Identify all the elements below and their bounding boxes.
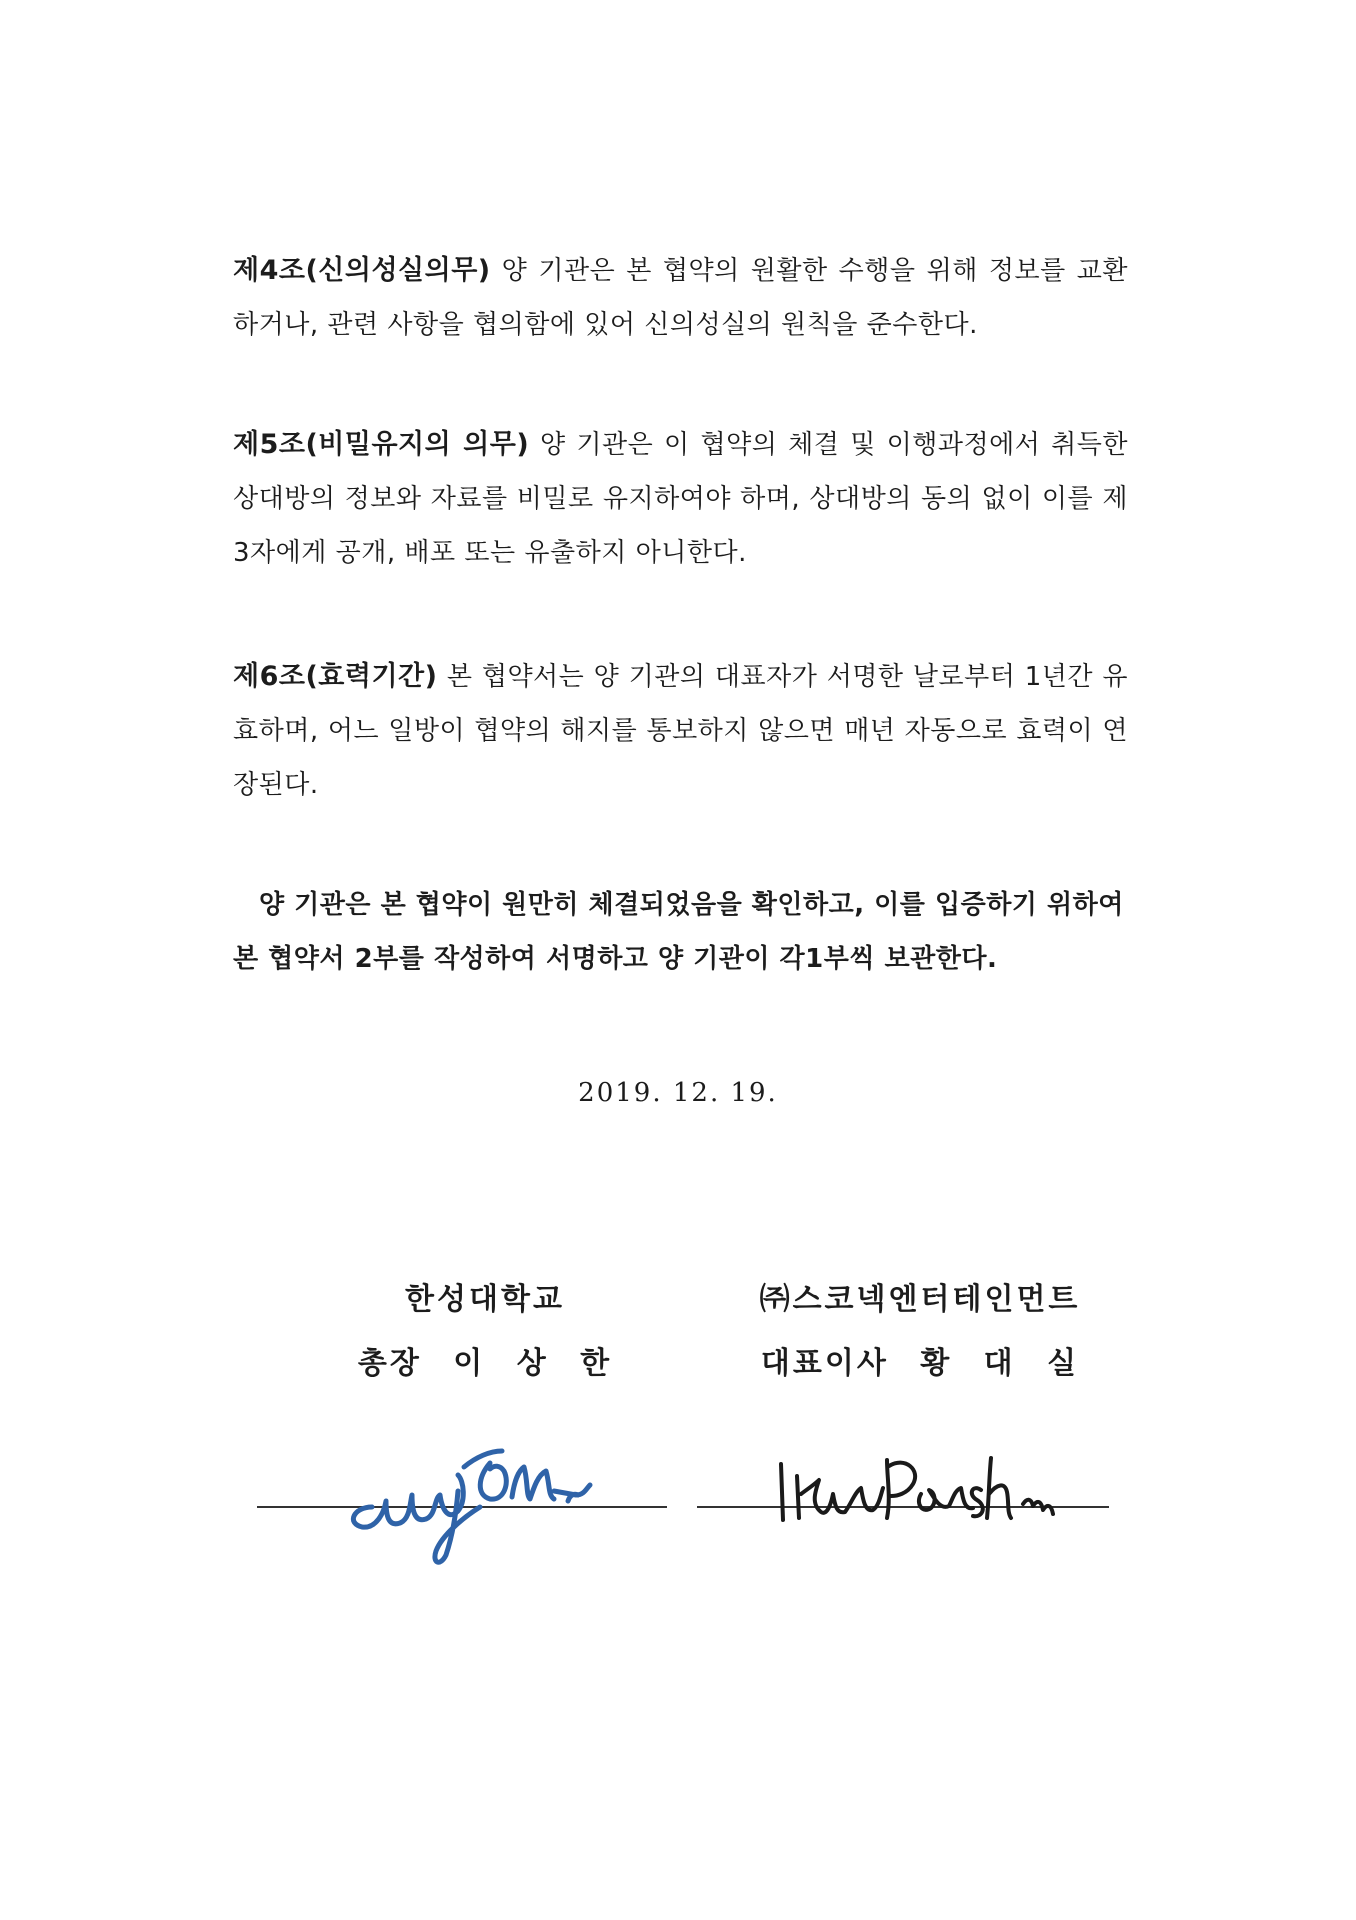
closing-statement (233, 878, 1128, 986)
signature-left-handwritten (340, 1395, 610, 1570)
article-4-title: 제4조(신의성실의무) (233, 255, 491, 286)
closing-line-2: 본 협약서 2부를 작성하여 서명하고 양 기관이 각1부씩 보관한다. (233, 944, 998, 974)
signature-right-handwritten (775, 1418, 1075, 1533)
signatory-right-organization: ㈜스코넥엔터테인먼트 (759, 1282, 1081, 1317)
article-5-body: 양 기관은 이 협약의 체결 및 이행과정에서 취득한 상대방의 정보와 자료를 비밀로 유지하여야 하며, 상대방의 동의 없이 이를 제3자에게 공개, 배포 또는 유출하지 아니한다. (233, 430, 1128, 568)
article-5 (233, 418, 1128, 580)
article-4 (233, 244, 1128, 352)
signatory-left (330, 1268, 640, 1396)
signatory-left-title: 총장 이 상 한 (357, 1346, 613, 1381)
article-6-body: 본 협약서는 양 기관의 대표자가 서명한 날로부터 1년간 유효하며, 어느 일방이 협약의 해지를 통보하지 않으면 매년 자동으로 효력이 연장된다. (233, 662, 1128, 800)
article-5-title: 제5조(비밀유지의 의무) (233, 429, 530, 460)
article-6-title: 제6조(효력기간) (233, 661, 438, 692)
signing-date: 2019. 12. 19. (578, 1078, 778, 1108)
signatory-right (740, 1268, 1100, 1396)
closing-line-1: 양 기관은 본 협약이 원만히 체결되었음을 확인하고, 이를 입증하기 위하여 (259, 890, 1124, 920)
article-4-body: 양 기관은 본 협약의 원활한 수행을 위해 정보를 교환하거나, 관련 사항을 협의함에 있어 신의성실의 원칙을 준수한다. (233, 256, 1128, 340)
signatory-right-title: 대표이사 황 대 실 (760, 1346, 1080, 1381)
article-6 (233, 650, 1128, 812)
signatory-left-organization: 한성대학교 (405, 1282, 565, 1317)
